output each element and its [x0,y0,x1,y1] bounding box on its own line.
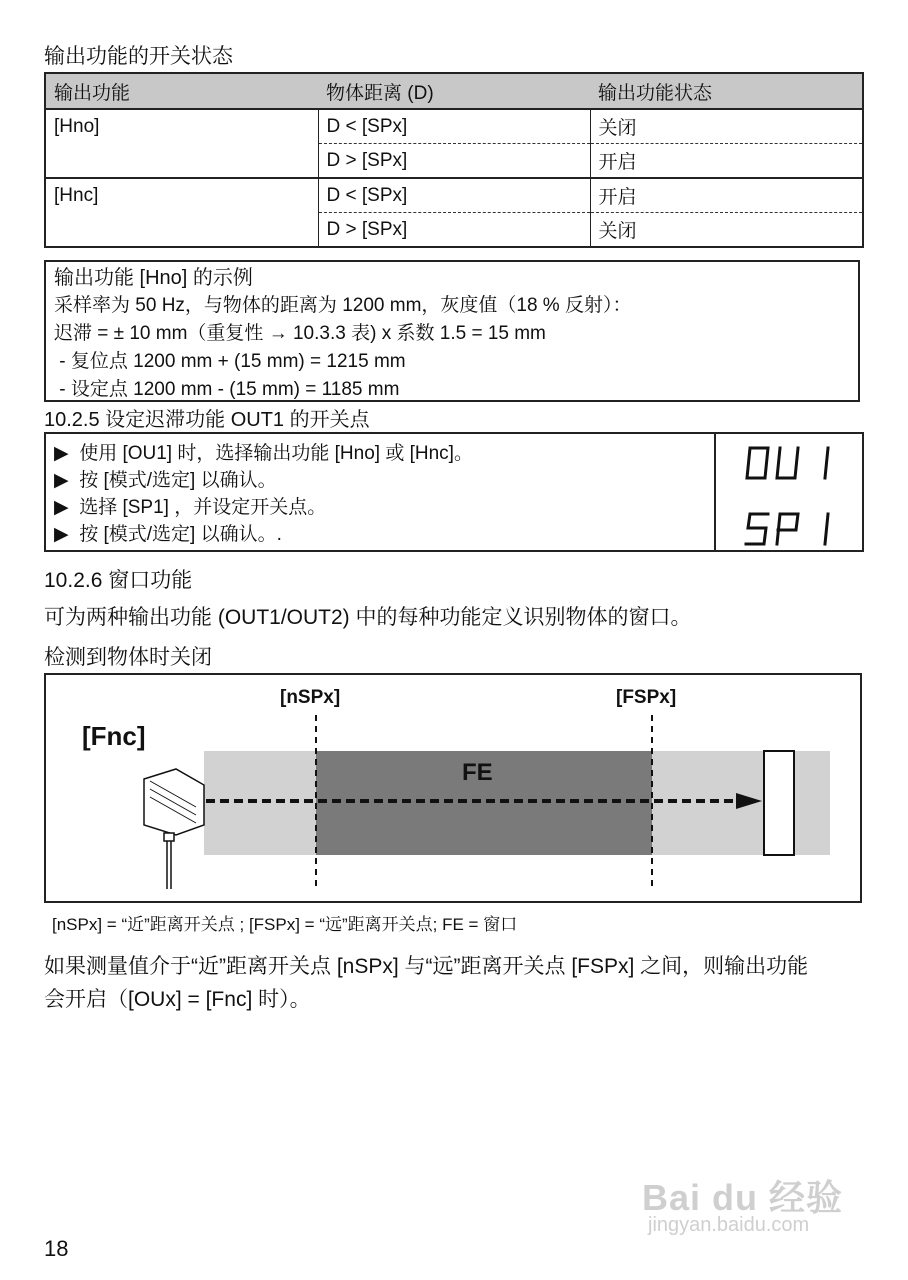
diagram-legend: [nSPx] = “近”距离开关点 ; [FSPx] = “远”距离开关点; FE = 窗口 [52,915,518,934]
final-paragraph-line2: 会开启（[OUx] = [Fnc] 时）。 [44,988,311,1011]
bullet-arrow-icon: ▶ [54,497,69,518]
baidu-watermark-url: jingyan.baidu.com [648,1214,810,1236]
example-title: 输出功能 [Hno] 的示例 [54,267,253,289]
step-text: 选择 [SP1] ，并设定开关点。 [79,497,327,518]
table-cell-distance: D > [SPx] [318,144,590,179]
fspx-label: [FSPx] [616,687,677,708]
example-line: 迟滞 = ± 10 mm（重复性 → 10.3.3 表) x 系数 1.5 = 15 mm [54,323,546,344]
table-cell-distance: D < [SPx] [318,178,590,213]
table-cell-state: 开启 [590,178,863,213]
bullet-arrow-icon: ▶ [54,524,69,545]
table-header-distance: 物体距离 (D) [318,73,590,109]
window-description: 可为两种输出功能 (OUT1/OUT2) 中的每种功能定义识别物体的窗口。 [44,606,692,629]
window-function-diagram [44,673,862,903]
step-text: 使用 [OU1] 时，选择输出功能 [Hno] 或 [Hnc]。 [79,443,473,464]
final-paragraph-line1: 如果测量值介于“近”距离开关点 [nSPx] 与“远”距离开关点 [FSPx] 之间，则输出功能 [44,955,809,978]
section-heading-1025: 10.2.5 设定迟滞功能 OUT1 的开关点 [44,409,370,431]
example-line: 采样率为 50 Hz，与物体的距离为 1200 mm，灰度值（18 % 反射）： [54,295,632,316]
detect-caption: 检测到物体时关闭 [44,646,212,669]
table-cell-function: [Hno] [54,116,100,137]
table-cell-state: 关闭 [590,109,863,144]
section-title: 输出功能的开关状态 [44,45,233,68]
step-text: 按 [模式/选定] 以确认。. [79,524,282,545]
example-line: - 复位点 1200 mm + (15 mm) = 1215 mm [54,351,406,372]
bullet-arrow-icon: ▶ [54,443,69,464]
nspx-label: [nSPx] [280,687,341,708]
target-object [764,751,794,855]
table-cell-distance: D > [SPx] [318,213,590,248]
step-item [54,440,473,467]
table-header-function: 输出功能 [45,73,318,109]
table-cell-function: [Hnc] [45,178,318,247]
sensor-icon [144,769,204,889]
table-row [45,109,863,144]
output-state-table [44,72,864,248]
step-item [54,494,473,521]
step-item [54,467,473,494]
table-cell-state: 关闭 [590,213,863,248]
page-number: 18 [44,1236,69,1261]
bullet-arrow-icon: ▶ [54,470,69,491]
steps-list [54,440,473,548]
segment-display [714,434,864,550]
segment-display-graphic [716,434,864,550]
step-text: 按 [模式/选定] 以确认。 [79,470,277,491]
baidu-watermark: Bai du 经验 [642,1177,844,1218]
table-cell-state: 开启 [590,144,863,179]
steps-box [44,432,864,552]
fnc-label: [Fnc] [82,721,146,751]
table-cell-distance: D < [SPx] [318,109,590,144]
table-row [45,178,863,213]
diagram-graphic [46,675,860,901]
example-box [44,260,860,402]
section-heading-1026: 10.2.6 窗口功能 [44,569,193,592]
step-item [54,521,473,548]
example-line: - 设定点 1200 mm - (15 mm) = 1185 mm [54,379,400,400]
table-header-state: 输出功能状态 [590,73,863,109]
fe-label: FE [462,759,493,786]
